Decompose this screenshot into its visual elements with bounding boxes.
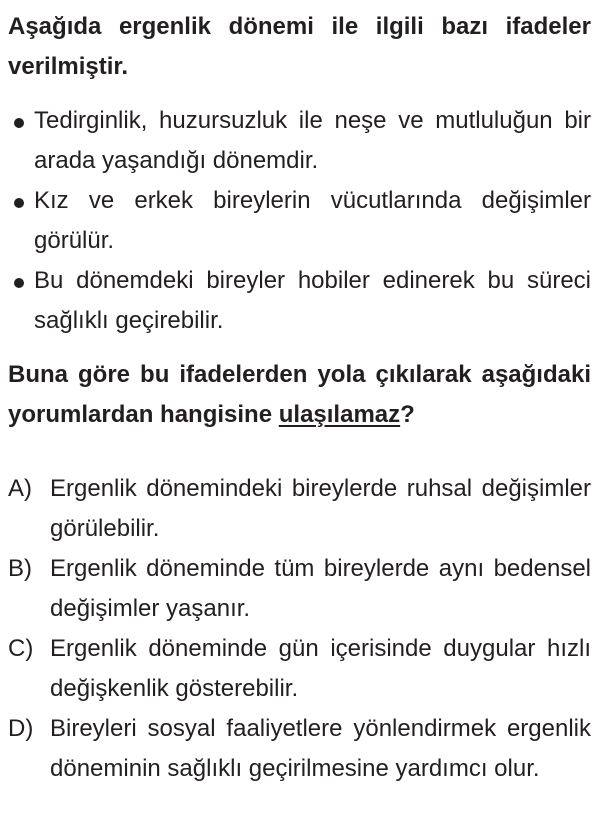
option-letter: C) [8, 635, 34, 662]
option-letter: A) [8, 475, 32, 502]
bullet-icon [14, 198, 24, 208]
prompt-end: ? [400, 401, 415, 428]
question-prompt [8, 355, 591, 435]
option-text: Ergenlik döneminde gün içerisinde duygular hızlı değişkenlik gösterebilir. [50, 635, 591, 702]
option-text: Ergenlik döneminde tüm bireylerde aynı bedensel değişimler yaşanır. [50, 555, 591, 622]
option-c[interactable] [8, 629, 591, 709]
option-letter: D) [8, 715, 34, 742]
statement-item [8, 101, 591, 181]
question-stem: Aşağıda ergenlik dönemi ile ilgili bazı ifadeler verilmiştir. [8, 13, 591, 80]
prompt-text: Buna göre bu ifadelerden yola çıkılarak aşağıdaki yorumlardan hangisine [8, 361, 591, 428]
statement-text: Bu dönemdeki bireyler hobiler edinerek bu süreci sağlıklı geçirebilir. [34, 267, 591, 334]
option-a[interactable] [8, 469, 591, 549]
question-block [8, 7, 591, 789]
answer-options [8, 469, 591, 789]
bullet-icon [14, 278, 24, 288]
option-b[interactable] [8, 549, 591, 629]
statement-text: Kız ve erkek bireylerin vücutlarında değişimler görülür. [34, 187, 591, 254]
statement-item [8, 261, 591, 341]
option-text: Bireyleri sosyal faaliyetlere yönlendirmek ergenlik döneminin sağlıklı geçirilmesine yardımcı olur. [50, 715, 591, 782]
option-text: Ergenlik dönemindeki bireylerde ruhsal değişimler görülebilir. [50, 475, 591, 542]
bullet-icon [14, 118, 24, 128]
prompt-emphasis: ulaşılamaz [278, 401, 401, 428]
option-letter: B) [8, 555, 32, 582]
statement-list [8, 101, 591, 341]
statement-text: Tedirginlik, huzursuzluk ile neşe ve mutluluğun bir arada yaşandığı dönemdir. [34, 107, 591, 174]
statement-item [8, 181, 591, 261]
option-d[interactable] [8, 709, 591, 789]
